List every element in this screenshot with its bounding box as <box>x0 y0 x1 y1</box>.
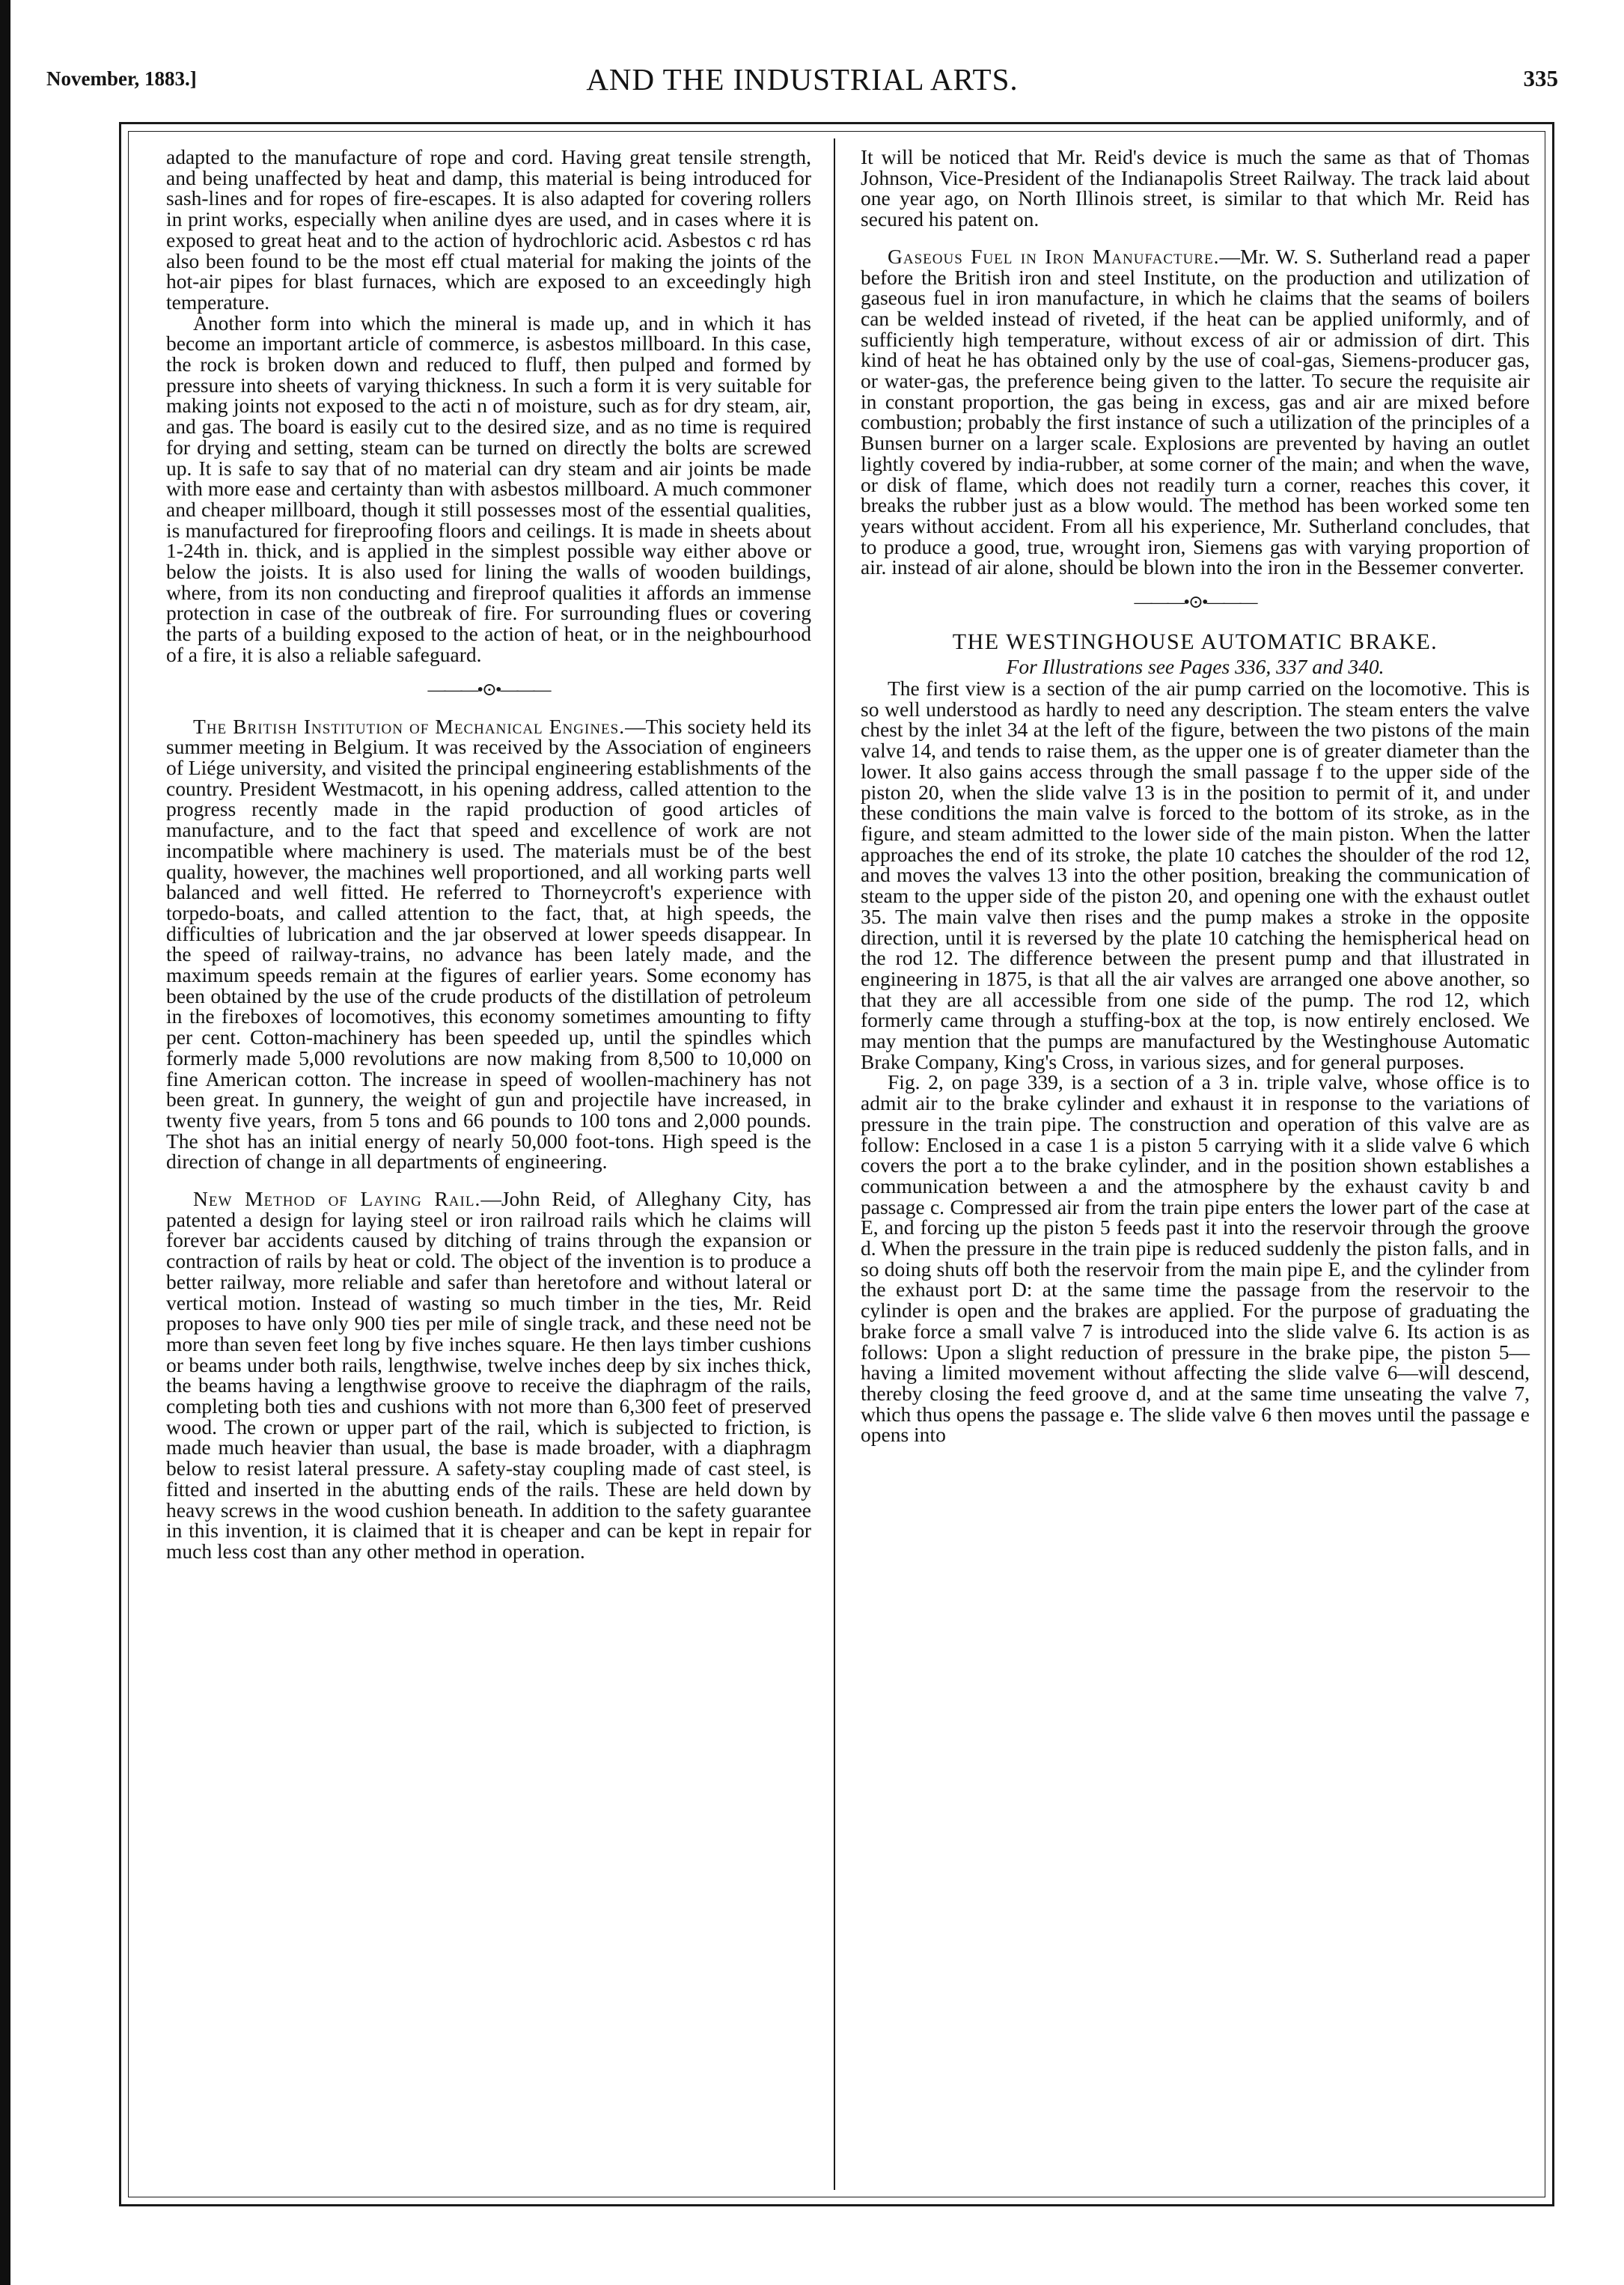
left-column <box>166 147 811 1562</box>
running-header <box>46 61 1558 99</box>
westinghouse-brake-title: THE WESTINGHOUSE AUTOMATIC BRAKE. <box>952 629 1438 655</box>
asbestos-paragraph-1: adapted to the manufacture of rope and cord. Having great tensile strength, and being unaffected by heat and damp, this material is being introduced for sash-lines and for ropes of fire-escapes. It is also adapted for covering rollers in print works, especially when aniline dyes are used, and in cases where it is exposed to great heat and to the action of hydrochloric acid. Asbestos c rd has also been found to be the most eff ctual material for making the joints of the hot-air pipes for blast furnaces, which are exposed to an exceedingly high temperature. <box>166 145 811 314</box>
gaseous-fuel-body: —Mr. W. S. Sutherland read a paper before the British iron and steel Institute, on the production and utilization of gaseous fuel in iron manufacture, in which he claims that the seams of boilers can be welded instead of riveted, if the heat can be applied uniformly, and of sufficiently high temperature, without excess of air or admission of dirt. This kind of heat he has obtained only by the use of coal-gas, Siemens-producer gas, or water-gas, the preference being given to the latter. To secure the requisite air in constant proportion, the gas being in excess, gas and air are mixed before combustion; probably the first instance of such a utilization of the principles of a Bunsen burner on a larger scale. Explosions are prevented by having an outlet lightly covered by india-rubber, at some corner of the main; and when the wave, or disk of flame, which does not readily turn a corner, reaches this cover, it breaks the rubber just as a blow would. The method has been worked some ten years without accident. From all his experience, Mr. Sutherland concludes, that to produce a good, true, wrought iron, Siemens gas with varying proportion of air. instead of air alone, should be blown into the iron in the Bessemer converter. <box>861 244 1530 579</box>
section-divider-2: ———•⊙•——— <box>1134 593 1257 613</box>
brake-paragraph-2: Fig. 2, on page 339, is a section of a 3 in. triple valve, whose office is to admit air to the brake cylinder and exhaust it in response to the variations of pressure in the train pipe. The construction and operation of this valve are as follow: Enclosed in a case 1 is a piston 5 carrying with it a slide valve 6 which covers the port a to the brake cylinder, and in the position shown establishes a communication between a and the atmosphere by the exhaust cavity b and passage c. Compressed air from the train pipe enters the lower part of the case at E, and forcing up the piston 5 feeds past it into the reservoir through the groove d. When the pressure in the train pipe is reduced suddenly the piston falls, and in so doing shuts off both the reservoir from the main pipe E, and the cylinder from the exhaust port D: at the same time the passage from the reservoir to the cylinder is open and the brakes are applied. For the purpose of graduating the brake force a small valve 7 is introduced into the slide valve 6. Its action is as follows: Upon a slight reduction of pressure in the brake pipe, the piston 5—having a limited movement without affecting the slide valve 6—will descend, thereby closing the feed groove d, and at the same time unseating the valve 7, which thus opens the passage e. The slide valve 6 then moves until the passage e opens into <box>861 1070 1530 1447</box>
british-institution-body: —This society held its summer meeting in Belgium. It was received by the Association of engineers of Liége university, and visited the principal engineering establishments of the country. President Westmacott, in his opening address, called attention to the progress recently made in the rapid production of good articles of manufacture, and to the fact that speed and excellence of work are not incompatible where machinery is used. The materials must be of the best quality, however, the machines well proportioned, and all working parts well balanced and well fitted. He referred to Thorneycroft's experience with torpedo-boats, and called attention to the fact, that, at high speeds, the difficulties of lubrication and the jar observed at lower speeds disappear. In the speed of railway-trains, no advance has been lately made, and the maximum speeds remain at the figures of earlier years. Some economy has been obtained by the use of the crude products of the distillation of petroleum in the fireboxes of locomotives, this economy sometimes amounting to fifty per cent. Cotton-machinery has been speeded up, until the spindles which formerly made 5,000 revolutions are now making from 8,500 to 10,000 on fine American cotton. The increase in speed of woollen-machinery has not been great. In gunnery, the weight of gun and projectile have increased, in twenty five years, from 5 tons and 66 pounds to 100 tons and 2,000 pounds. The shot has an initial energy of nearly 50,000 foot-tons. High speed is the direction of change in all departments of engineering. <box>166 714 811 1174</box>
brake-paragraph-1: The first view is a section of the air pump carried on the locomotive. This is so well understood as hardly to need any description. The steam enters the valve chest by the inlet 34 at the left of the figure, between the two pistons of the main valve 14, and tends to raise them, as the upper one is of greater diameter than the lower. It also gains access through the small passage f to the upper side of the piston 20, when the slide valve 13 is in the position to permit of it, and under these conditions the main valve is forced to the bottom of its stroke, as in the figure, and steam admitted to the lower side of the main piston. When the latter approaches the end of its stroke, the plate 10 catches the shoulder of the rod 12, and moves the valves 13 into the other position, breaking the communication of steam to the upper side of the piston 20, and opening one with the exhaust outlet 35. The main valve then rises and the pump makes a stroke in the opposite direction, until it is reversed by the plate 10 catching the hemispherical head on the rod 12. The difference between the present pump and that illustrated in engineering in 1875, is that all the air valves are arranged one above another, so that they are all accessible from one side of the pump. The rod 12, which formerly came through a stuffing-box at the top, is now entirely enclosed. We may mention that the pumps are manufactured by the Westinghouse Automatic Brake Company, King's Cross, in various sizes, and for general purposes. <box>861 677 1530 1073</box>
laying-rail-article <box>166 1189 811 1562</box>
section-divider-1: ———•⊙•——— <box>427 680 550 700</box>
laying-rail-body: —John Reid, of Alleghany City, has patented a design for laying steel or iron railroad rails which he claims will forever bar accidents caused by ditching of trains through the expansion or contraction of rails by heat or cold. The object of the invention is to produce a better railway, more reliable and safer than heretofore and without lateral or vertical motion. Instead of wasting so much timber in the ties, Mr. Reid proposes to have only 900 ties per mile of single track, and these need not be more than seven feet long by five inches square. He then lays timber cushions or beams under both rails, lengthwise, twelve inches deep by six inches thick, the beams having a lengthwise groove to receive the diaphragm of the rails, completing both ties and cushions with not more than 6,300 feet of preserved wood. The crown or upper part of the rail, which is subjected to friction, is made much heavier than usual, the base is made broader, with a diaphragm below to resist lateral pressure. A safety-stay coupling made of cast steel, is fitted and inserted in the abutting ends of the rails. These are held down by heavy screws in the wood cushion beneath. In addition to the safety guarantee in this invention, it is claimed that it is cheaper and can be kept in repair for much less cost than any other method in operation. <box>166 1187 811 1563</box>
gaseous-fuel-heading: Gaseous Fuel in Iron Manufacture. <box>888 244 1220 268</box>
journal-title: AND THE INDUSTRIAL ARTS. <box>586 62 1019 97</box>
right-column <box>861 147 1530 1445</box>
scan-edge-bar <box>0 0 10 2285</box>
laying-rail-heading: New Method of Laying Rail. <box>193 1187 481 1211</box>
british-institution-heading: The British Institution of Mechanical Engines. <box>193 714 626 738</box>
issue-date: November, 1883.] <box>46 67 197 90</box>
british-institution-article <box>166 716 811 1172</box>
westinghouse-brake-subtitle: For Illustrations see Pages 336, 337 and 340. <box>1006 655 1385 679</box>
asbestos-paragraph-2: Another form into which the mineral is made up, and in which it has become an important article of commerce, is asbestos millboard. In this case, the rock is broken down and reduced to fluff, then pulped and formed by pressure into sheets of varying thickness. In such a form it is very suitable for making joints not exposed to the acti n of moisture, such as for dry steam, air, and gas. The board is easily cut to the desired size, and as no time is required for drying and setting, steam can be turned on directly the bolts are screwed up. It is safe to say that of no material can dry steam and air joints be made with more ease and certainty than with asbestos millboard. A much commoner and cheaper millboard, though it still possesses most of the essential qualities, is manufactured for fireproofing floors and ceilings. It is made in sheets about 1-24th in. thick, and is applied in the simplest possible way either above or below the joists. It is also used for lining the walls of wooden buildings, where, from its non conducting and fireproof qualities it affords an immense protection in case of the outbreak of fire. For surrounding flues or covering the parts of a building exposed to the action of heat, or in the neighbourhood of a fire, it is also a reliable safeguard. <box>166 311 811 666</box>
page-number: 335 <box>1523 65 1558 91</box>
reid-device-paragraph: It will be noticed that Mr. Reid's device is much the same as that of Thomas Johnson, Vice-President of the Indianapolis Street Railway. The track laid about one year ago, on North Illinois street, is similar to that which Mr. Reid has secured his patent on. <box>861 145 1530 231</box>
gaseous-fuel-article <box>861 246 1530 578</box>
column-rule <box>834 138 835 2190</box>
